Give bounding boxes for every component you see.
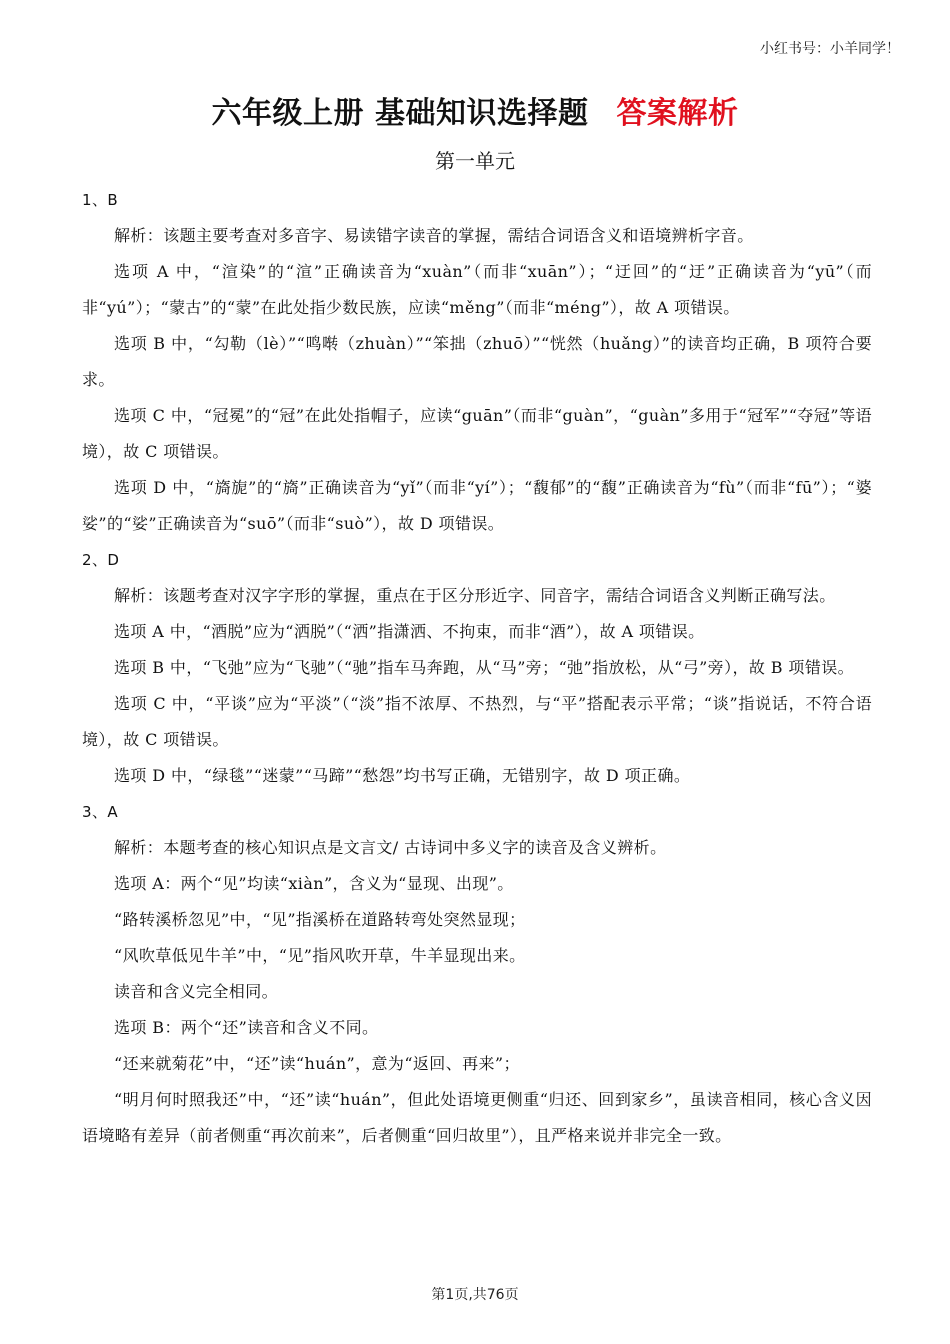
explanation-paragraph: 选项 B 中，“飞弛”应为“飞驰”（“驰”指车马奔跑，从“马”旁；“弛”指放松，从“弓”旁），故 B 项错误。: [114, 658, 855, 677]
explanation-paragraph: 选项 A 中，“渲染”的“渲”正确读音为“xuàn”（而非“xuān”）；“迂回”的“迂”正确读音为“yū”（而非“yú”）；“蒙古”的“蒙”在此处指少数民族，应读“měng”（而非“méng”），故 A 项错误。: [82, 262, 872, 317]
explanation-paragraph: 选项 A 中，“酒脱”应为“洒脱”（“洒”指潇洒、不拘束，而非“酒”），故 A 项错误。: [114, 622, 705, 641]
explanation-paragraph: 解析：该题主要考查对多音字、易读错字读音的掌握，需结合词语含义和语境辨析字音。: [114, 226, 754, 245]
explanation-paragraph: 解析：该题考查对汉字字形的掌握，重点在于区分形近字、同音字，需结合词语含义判断正确写法。: [114, 586, 836, 605]
answer-content: [82, 182, 872, 1154]
question-number: 2、D: [82, 551, 120, 569]
explanation-paragraph: “风吹草低见牛羊”中，“见”指风吹开草，牛羊显现出来。: [114, 946, 526, 965]
explanation-paragraph: 选项 B：两个“还”读音和含义不同。: [114, 1018, 379, 1037]
page-title: [0, 88, 950, 132]
explanation-paragraph: 选项 B 中，“勾勒（lè）”“鸣啭（zhuàn）”“笨拙（zhuō）”“恍然（huǎng）”的读音均正确，B 项符合要求。: [82, 334, 872, 389]
page-number: 第1页,共76页: [431, 1287, 519, 1303]
title-main: 六年级上册 基础知识选择题: [211, 96, 589, 131]
unit-heading: 第一单元: [435, 149, 515, 173]
explanation-paragraph: “路转溪桥忽见”中，“见”指溪桥在道路转弯处突然显现；: [114, 910, 526, 929]
title-accent: 答案解析: [616, 96, 739, 131]
explanation-paragraph: “明月何时照我还”中，“还”读“huán”，但此处语境更侧重“归还、回到家乡”，虽读音相同，核心含义因语境略有差异（前者侧重“再次前来”，后者侧重“回归故里”），且严格来说并非完全一致。: [82, 1090, 872, 1145]
explanation-paragraph: 选项 C 中，“平谈”应为“平淡”（“淡”指不浓厚、不热烈，与“平”搭配表示平常；“谈”指说话，不符合语境），故 C 项错误。: [82, 694, 872, 749]
explanation-paragraph: 选项 A：两个“见”均读“xiàn”，含义为“显现、出现”。: [114, 874, 514, 893]
question-number: 1、B: [82, 191, 119, 209]
question-number: 3、A: [82, 803, 119, 821]
explanation-paragraph: 选项 C 中，“冠冕”的“冠”在此处指帽子，应读“guān”（而非“guàn”，“guàn”多用于“冠军”“夺冠”等语境），故 C 项错误。: [82, 406, 872, 461]
explanation-paragraph: “还来就菊花”中，“还”读“huán”，意为“返回、再来”；: [114, 1054, 520, 1073]
explanation-paragraph: 选项 D 中，“绿毯”“迷蒙”“马蹄”“愁怨”均书写正确，无错别字，故 D 项正确。: [114, 766, 691, 785]
watermark-text: 小红书号：小羊同学！: [760, 41, 900, 57]
explanation-paragraph: 选项 D 中，“旖旎”的“旖”正确读音为“yǐ”（而非“yí”）；“馥郁”的“馥”正确读音为“fù”（而非“fū”）；“婆娑”的“娑”正确读音为“suō”（而非“suò”），故 D 项错误。: [82, 478, 872, 533]
explanation-paragraph: 解析：本题考查的核心知识点是文言文/ 古诗词中多义字的读音及含义辨析。: [114, 838, 667, 857]
explanation-paragraph: 读音和含义完全相同。: [114, 982, 279, 1001]
